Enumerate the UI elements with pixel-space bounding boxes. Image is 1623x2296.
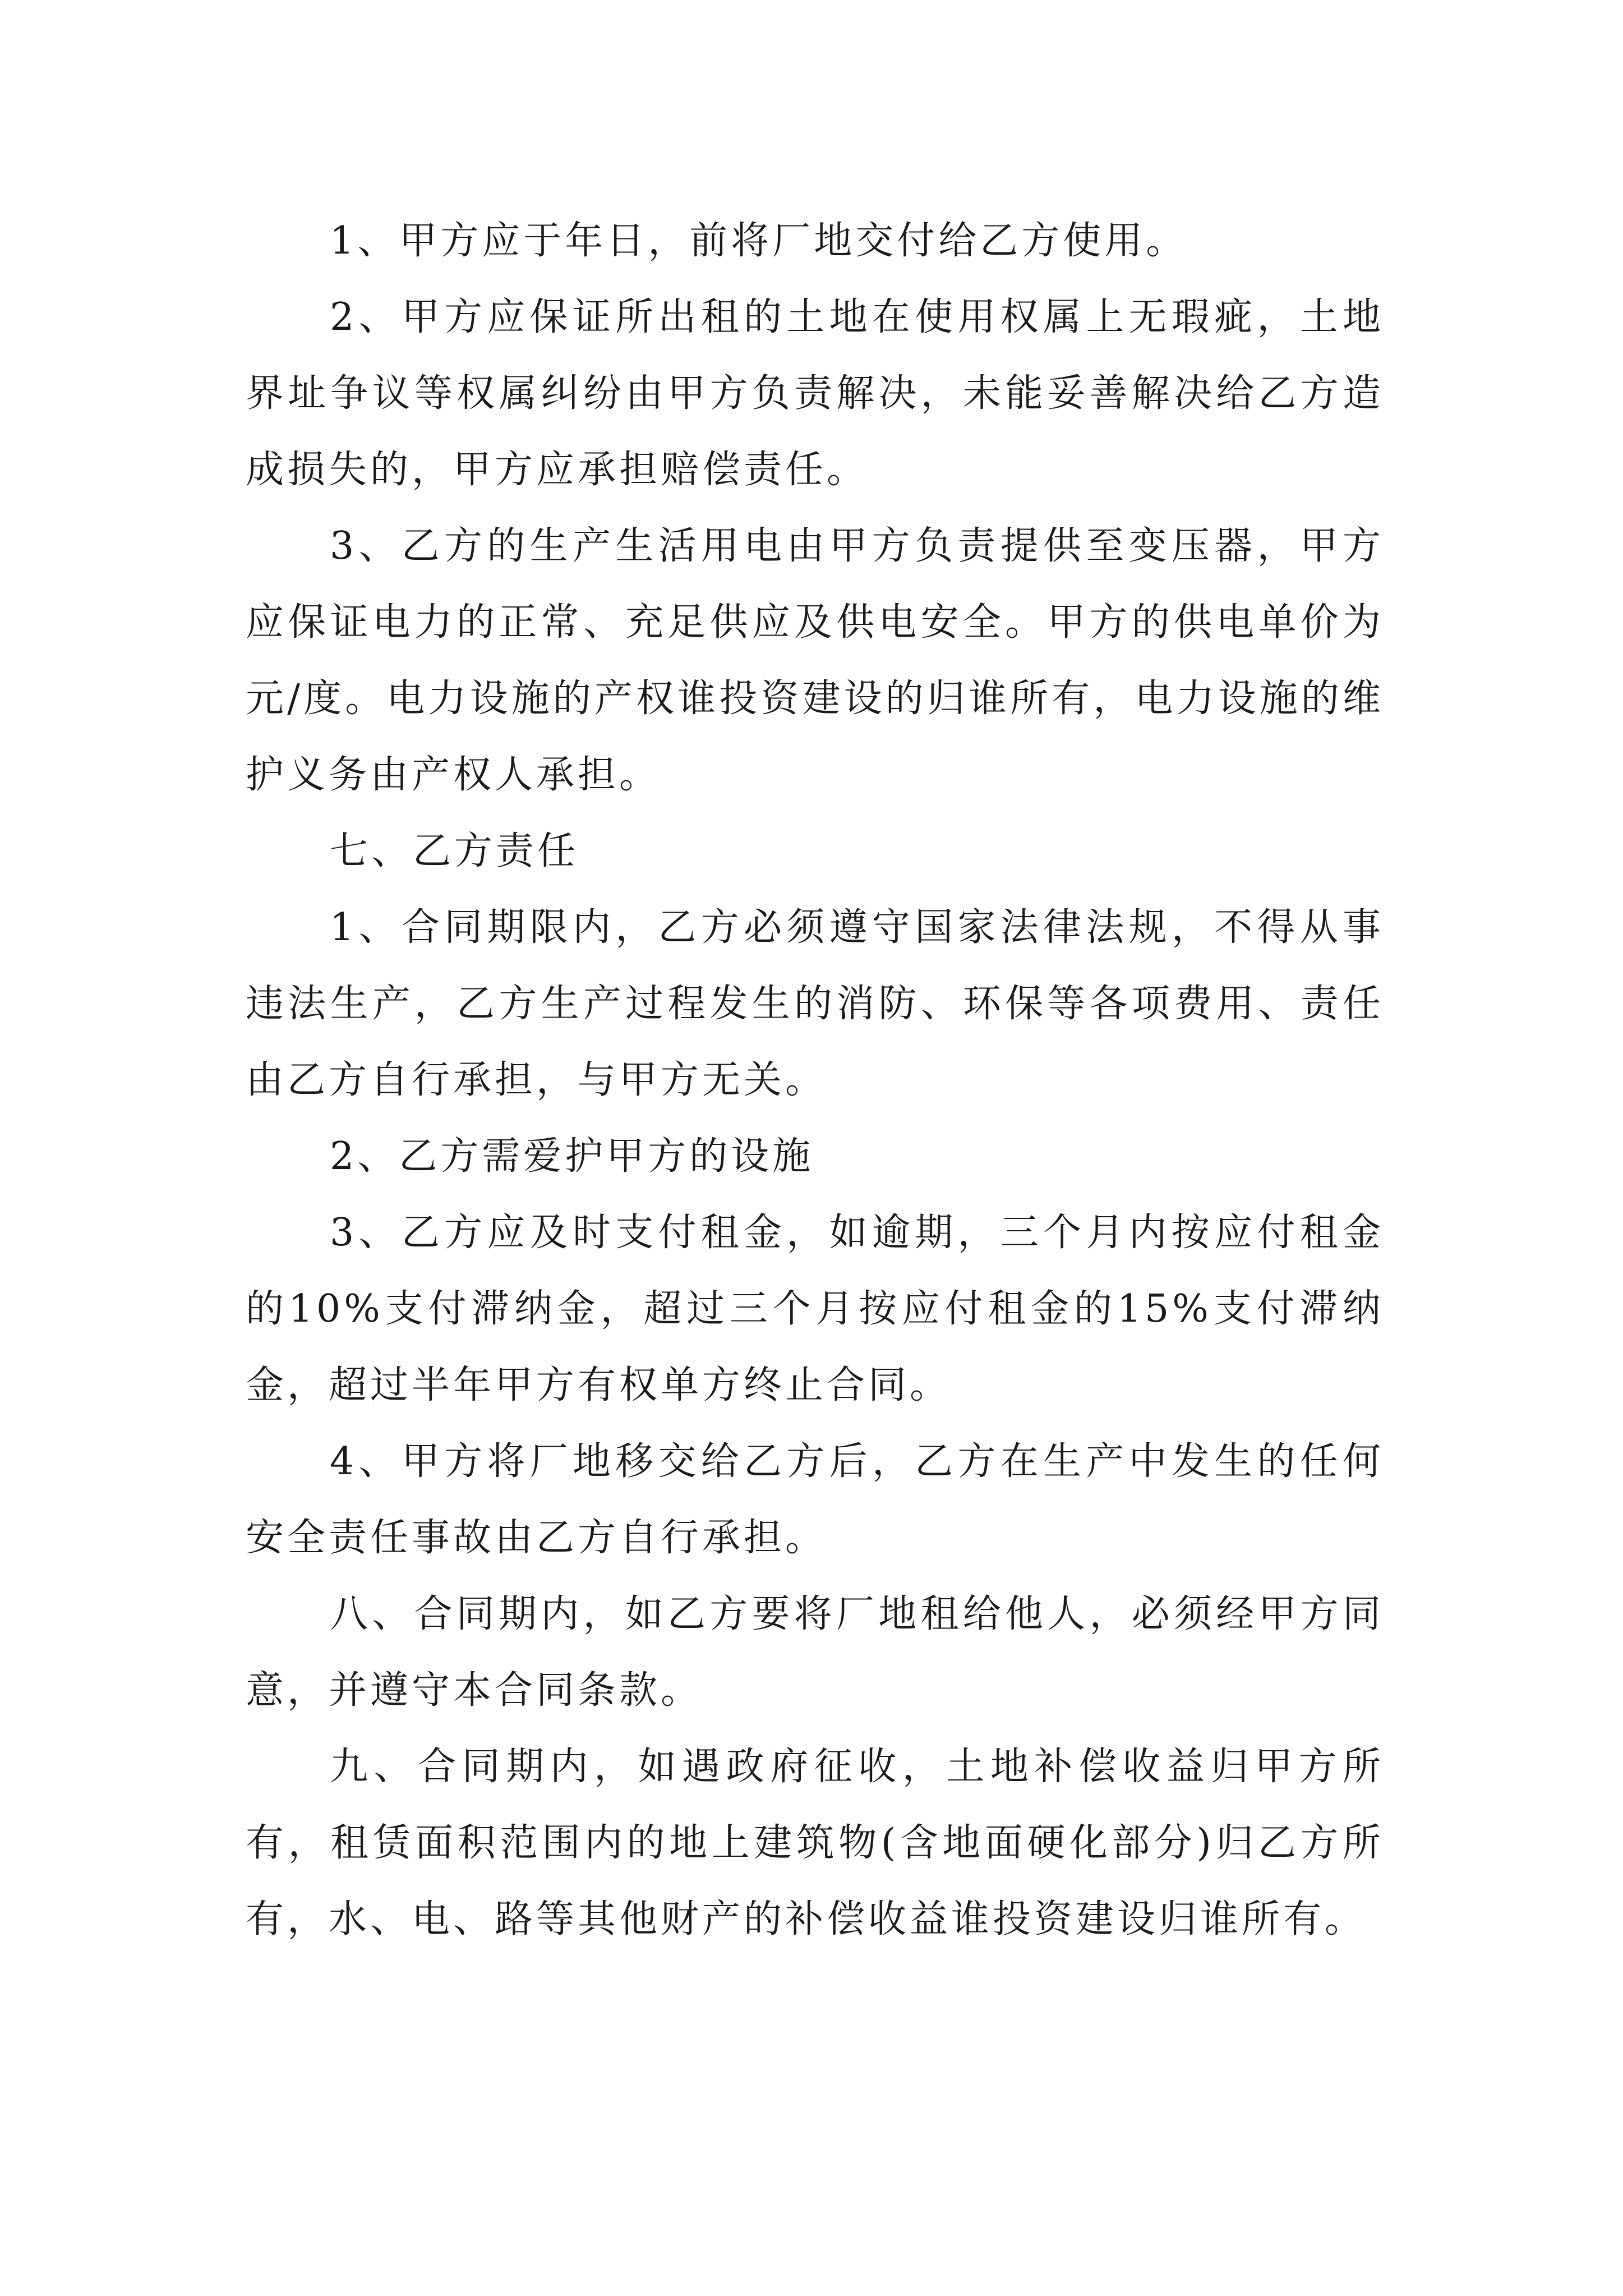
clause-paragraph: 4、甲方将厂地移交给乙方后，乙方在生产中发生的任何安全责任事故由乙方自行承担。 xyxy=(246,1439,1384,1560)
section-clause: 八、合同期内，如乙方要将厂地租给他人，必须经甲方同意，并遵守本合同条款。 xyxy=(246,1592,1384,1713)
clause-paragraph: 2、乙方需爱护甲方的设施 xyxy=(330,1134,814,1179)
clause-paragraph: 2、甲方应保证所出租的土地在使用权属上无瑕疵，土地界址争议等权属纠纷由甲方负责解决，未能妥善解决给乙方造成损失的，甲方应承担赔偿责任。 xyxy=(246,295,1384,492)
section-clause: 九、合同期内，如遇政府征收，土地补偿收益归甲方所有，租赁面积范围内的地上建筑物(含地面硬化部分)归乙方所有，水、电、路等其他财产的补偿收益谁投资建设归谁所有。 xyxy=(246,1745,1384,1941)
clause-paragraph: 3、乙方的生产生活用电由甲方负责提供至变压器，甲方应保证电力的正常、充足供应及供电安全。甲方的供电单价为 元/度。电力设施的产权谁投资建设的归谁所有，电力设施的维护义务由产权人承担。 xyxy=(246,524,1384,797)
clause-paragraph: 1、合同期限内，乙方必须遵守国家法律法规，不得从事违法生产，乙方生产过程发生的消防、环保等各项费用、责任由乙方自行承担，与甲方无关。 xyxy=(246,905,1384,1102)
contract-body xyxy=(246,203,1384,1958)
section-heading: 七、乙方责任 xyxy=(330,829,579,873)
clause-paragraph: 3、乙方应及时支付租金，如逾期，三个月内按应付租金的10%支付滞纳金，超过三个月按应付租金的15%支付滞纳金，超过半年甲方有权单方终止合同。 xyxy=(246,1211,1384,1407)
clause-paragraph: 1、甲方应于年日，前将厂地交付给乙方使用。 xyxy=(330,219,1188,263)
